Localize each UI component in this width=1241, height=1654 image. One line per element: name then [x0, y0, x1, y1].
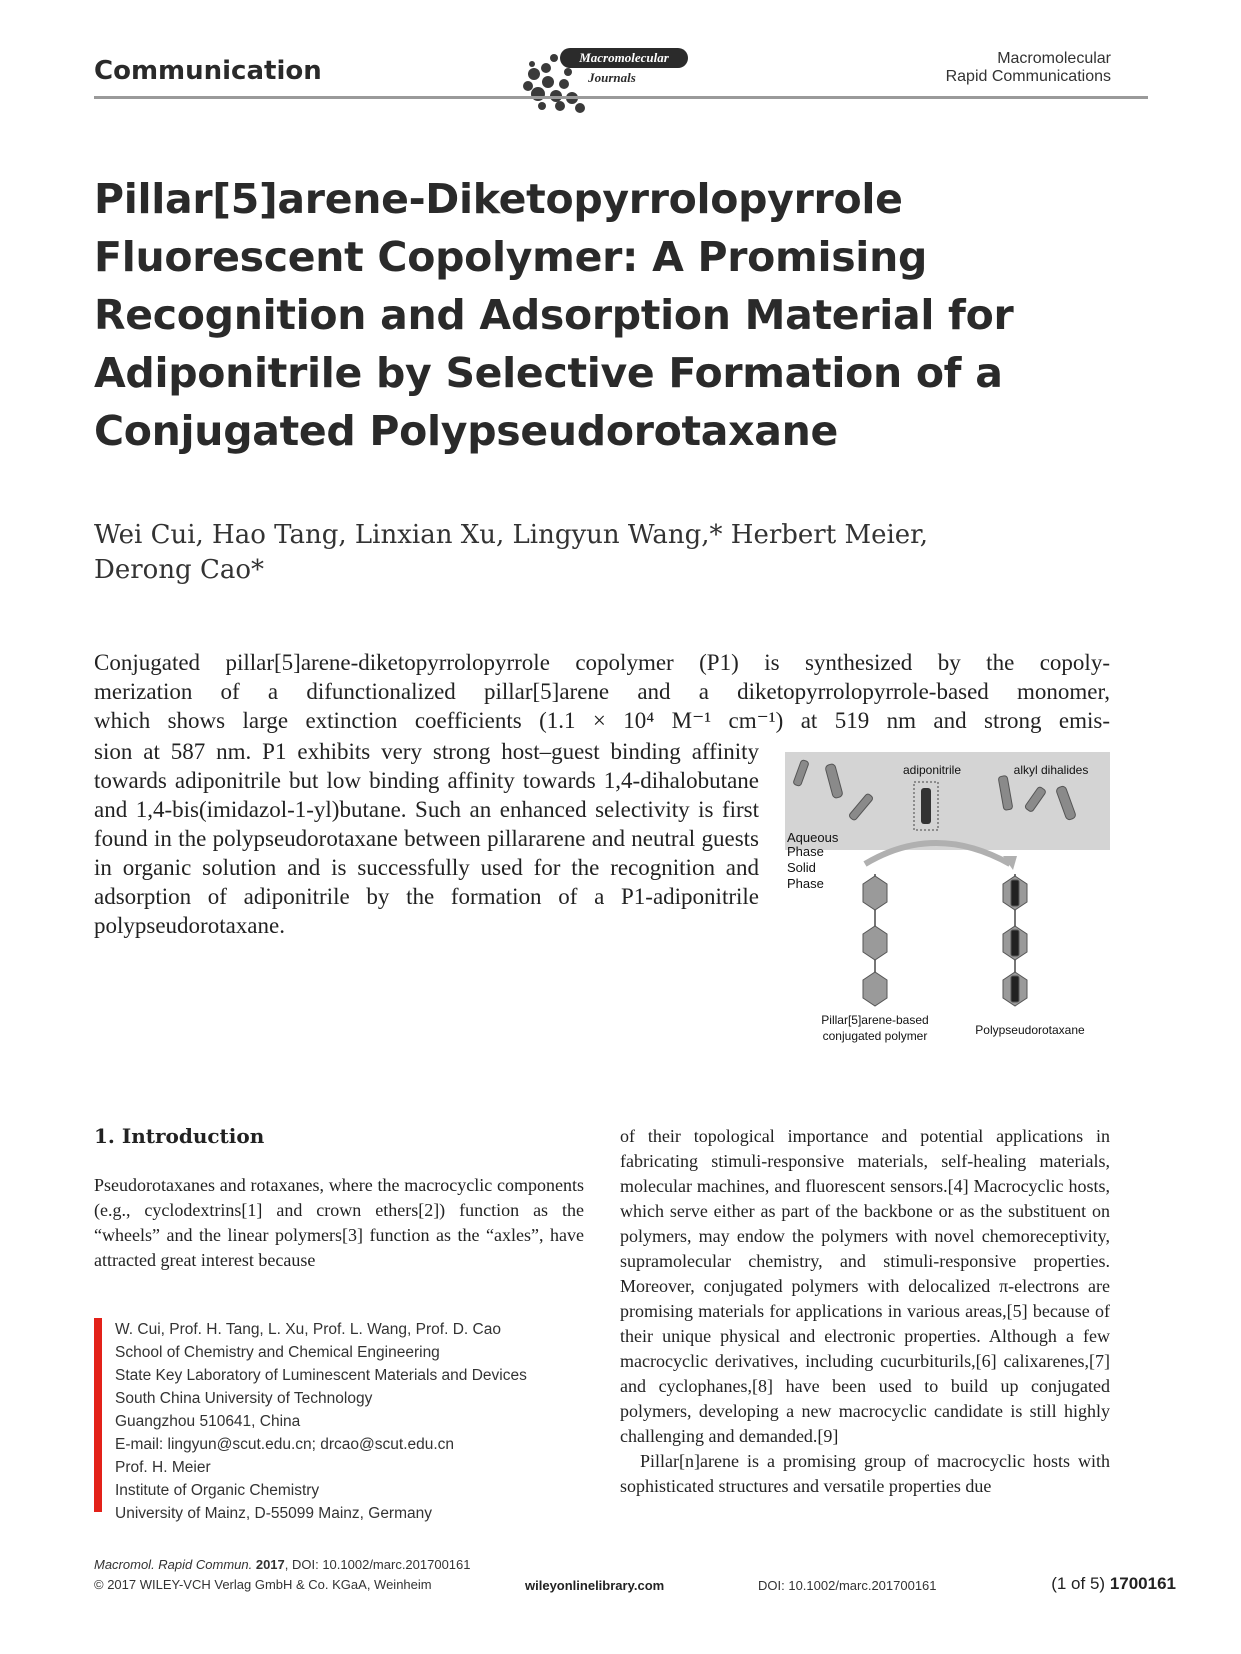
footer-year: 2017	[255, 1557, 285, 1572]
logo-text-2: Journals	[588, 70, 636, 85]
authors-line-1: Wei Cui, Hao Tang, Linxian Xu, Lingyun Wang,* Herbert Meier,	[94, 520, 928, 550]
intro-right-paragraph-2: Pillar[n]arene is a promising group of macrocyclic hosts with sophisticated structures and versatile properties due	[620, 1451, 1110, 1496]
authors-line-2: Derong Cao*	[94, 555, 265, 585]
affiliation-line: School of Chemistry and Chemical Engineering	[115, 1344, 440, 1361]
affiliation-line: Guangzhou 510641, China	[115, 1413, 301, 1430]
label-alkyl-dihalides: alkyl dihalides	[1013, 763, 1089, 777]
label-polymer-2: conjugated polymer	[822, 1029, 928, 1043]
affiliation-line: University of Mainz, D-55099 Mainz, Germany	[115, 1505, 433, 1522]
logo-text-1: Macromolecular	[579, 50, 669, 65]
label-aqueous-1: Aqueous	[787, 830, 839, 845]
intro-left-column: Pseudorotaxanes and rotaxanes, where the macrocyclic components (e.g., cyclodextrins[1] and crown ethers[2]) function as the “wheels” and the linear polymers[3] function as the “axles”, have attracted great interest because	[94, 1175, 584, 1270]
footer-copyright: © 2017 WILEY-VCH Verlag GmbH & Co. KGaA, Weinheim	[94, 1577, 432, 1592]
footer-doi-cite: , DOI: 10.1002/marc.201700161	[284, 1557, 471, 1572]
affiliation-block	[115, 1318, 527, 1525]
journal-name-line-1: Macromolecular	[997, 50, 1111, 67]
intro-right-column	[620, 1124, 1110, 1499]
footer-citation	[94, 1555, 471, 1595]
label-solid-2: Phase	[787, 876, 824, 891]
footer-article-number: 1700161	[1109, 1574, 1176, 1593]
affiliation-line: Institute of Organic Chemistry	[115, 1482, 320, 1499]
affiliation-line: W. Cui, Prof. H. Tang, L. Xu, Prof. L. Wang, Prof. D. Cao	[115, 1321, 501, 1338]
abstract-top	[94, 648, 1110, 735]
adiponitrile-rod	[921, 788, 931, 824]
footer-page-number	[1051, 1574, 1176, 1594]
article-title: Pillar[5]arene-Diketopyrrolopyrrole Fluorescent Copolymer: A Promising Recognition and Adsorption Material for Adiponitrile by Selective Formation of a Conjugated Polypseudorotaxane	[94, 175, 1014, 455]
affiliation-line: Prof. H. Meier	[115, 1459, 211, 1476]
label-solid-1: Solid	[787, 860, 816, 875]
section-label: Communication	[94, 56, 322, 86]
journal-logo	[520, 44, 700, 116]
affiliation-email[interactable]: E-mail: lingyun@scut.edu.cn; drcao@scut.edu.cn	[115, 1436, 455, 1453]
author-list	[94, 518, 994, 588]
footer-page-of: (1 of 5)	[1051, 1574, 1106, 1593]
header-rule	[94, 96, 1148, 99]
footer-website-link[interactable]: wileyonlinelibrary.com	[525, 1578, 665, 1593]
label-adiponitrile: adiponitrile	[902, 763, 962, 777]
polymer-chain-left	[863, 874, 887, 1006]
abstract-line-2: merization of a difunctionalized pillar[5]arene and a diketopyrrolopyrrole-based monomer,	[94, 679, 1110, 704]
abstract-line-1: Conjugated pillar[5]arene-diketopyrrolopyrrole copolymer (P1) is synthesized by the copoly-	[94, 650, 1110, 675]
affiliation-line: State Key Laboratory of Luminescent Materials and Devices	[115, 1367, 527, 1384]
label-polypseudorotaxane: Polypseudorotaxane	[975, 1023, 1085, 1037]
graphical-abstract	[785, 752, 1110, 1052]
affiliation-line: South China University of Technology	[115, 1390, 373, 1407]
polypseudorotaxane-chain-right	[1003, 874, 1027, 1006]
label-aqueous-2: Phase	[787, 844, 824, 859]
abstract-line-3: which shows large extinction coefficients (1.1 × 10⁴ M⁻¹ cm⁻¹) at 519 nm and strong emis-	[94, 708, 1110, 733]
intro-right-paragraph-1: of their topological importance and potential applications in fabricating stimuli-responsive materials, self-healing materials, molecular machines, and fluorescent sensors.[4] Macrocyclic hosts, which serve either as part of the backbone or as the substituent on polymers, may endow the polymers with novel chemoreceptivity, supramolecular chemistry, and stimuli-responsive properties. Moreover, conjugated polymers with delocalized π-electrons are promising materials for applications in various areas,[5] because of their unique physical and electronic properties. Although a few macrocyclic derivatives, including cucurbiturils,[6] calixarenes,[7] and cyclophanes,[8] have been used to build up conjugated polymers, developing a new macrocyclic candidate is still highly challenging and demanded.[9]	[620, 1126, 1110, 1446]
section-heading-introduction: 1. Introduction	[94, 1124, 265, 1148]
journal-name	[946, 50, 1111, 86]
affiliation-accent-bar	[94, 1318, 102, 1512]
footer-journal: Macromol. Rapid Commun.	[94, 1557, 253, 1572]
footer-doi: DOI: 10.1002/marc.201700161	[758, 1578, 937, 1593]
abstract-body: sion at 587 nm. P1 exhibits very strong host–guest binding affinity towards adiponitrile but low binding affinity towards 1,4-dihalobutane and 1,4-bis(imidazol-1-yl)butane. Such an enhanced selectivity is first found in the polypseudorotaxane between pillararene and neutral guests in organic solution and is successfully used for the recognition and adsorption of adiponitrile by the formation of a P1-adiponitrile polypseudorotaxane.	[94, 739, 759, 938]
label-polymer-1: Pillar[5]arene-based	[821, 1013, 929, 1027]
journal-name-line-2: Rapid Communications	[945, 68, 1111, 85]
